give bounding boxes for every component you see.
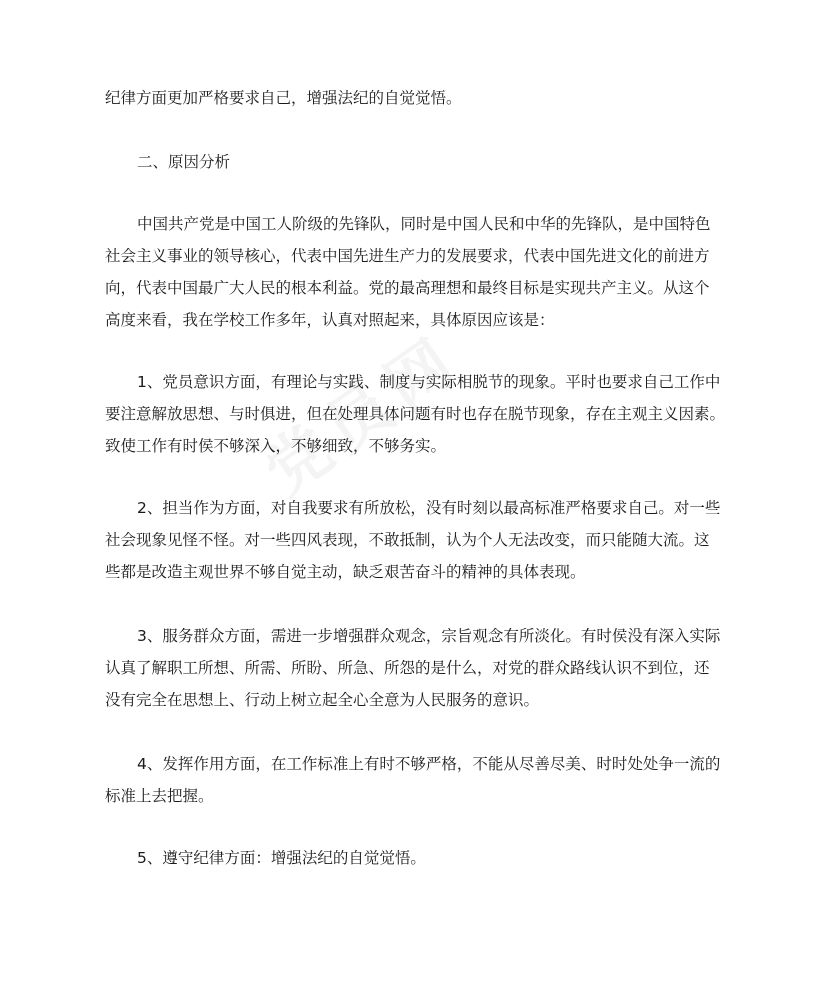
text-line: 标准上去把握。 [105,787,214,805]
text-line: 4、发挥作用方面，在工作标准上有时不够严格，不能从尽善尽美、时时处处争一流的 [137,755,721,773]
text-line: 5、遵守纪律方面：增强法纪的自觉觉悟。 [137,849,426,867]
text-line: 要注意解放思想、与时俱进，但在处理具体问题有时也存在脱节现象，存在主观主义因素。 [105,405,726,423]
text-line: 认真了解职工所想、所需、所盼、所急、所怨的是什么，对党的群众路线认识不到位，还 [105,659,710,677]
text-line: 社会现象见怪不怪。对一些四风表现，不敢抵制，认为个人无法改变，而只能随大流。这 [105,531,710,549]
text-line: 致使工作有时侯不够深入，不够细致，不够务实。 [105,437,447,455]
paragraph-item-1 [105,366,730,462]
text-line: 3、服务群众方面，需进一步增强群众观念，宗旨观念有所淡化。有时侯没有深入实际 [137,627,721,645]
text-line: 些都是改造主观世界不够自觉主动，缺乏艰苦奋斗的精神的具体表现。 [105,563,586,581]
text-line: 没有完全在思想上、行动上树立起全心全意为人民服务的意识。 [105,691,540,709]
text-line: 向，代表中国最广大人民的根本利益。党的最高理想和最终目标是实现共产主义。从这个 [105,279,710,297]
text-line: 纪律方面更加严格要求自己，增强法纪的自觉觉悟。 [105,89,462,107]
text-line: 社会主义事业的领导核心，代表中国先进生产力的发展要求，代表中国先进文化的前进方 [105,247,710,265]
section-heading [105,146,730,178]
paragraph-continuation [105,82,730,114]
paragraph-item-3 [105,620,730,716]
text-line: 1、党员意识方面，有理论与实践、制度与实际相脱节的现象。平时也要求自己工作中 [137,373,721,391]
paragraph-intro [105,208,730,336]
heading-text: 二、原因分析 [137,153,231,171]
paragraph-item-2 [105,492,730,588]
paragraph-item-5 [105,842,730,874]
text-line: 中国共产党是中国工人阶级的先锋队，同时是中国人民和中华的先锋队，是中国特色 [137,215,711,233]
text-line: 高度来看，我在学校工作多年，认真对照起来，具体原因应该是： [105,311,555,329]
text-line: 2、担当作为方面，对自我要求有所放松，没有时刻以最高标准严格要求自己。对一些 [137,499,721,517]
paragraph-item-4 [105,748,730,812]
